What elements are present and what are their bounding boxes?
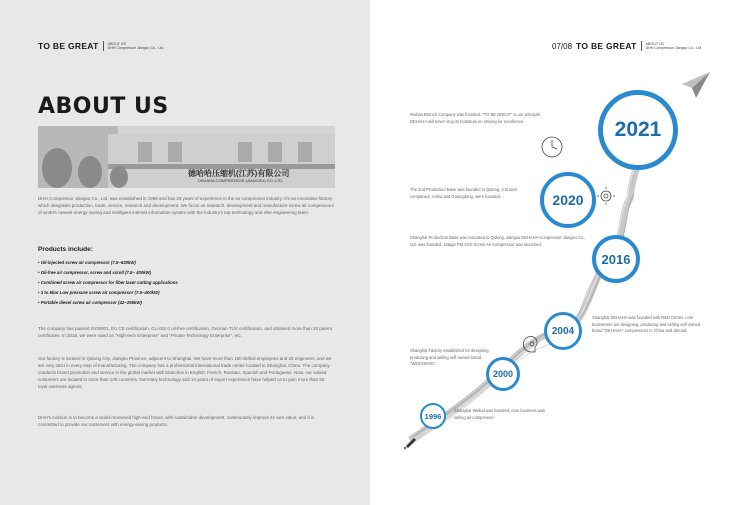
milestone-year: 2021 — [614, 118, 662, 141]
timeline-graphic — [370, 0, 739, 505]
photo-sign-chinese: 德哈哈压缩机(江苏)有限公司 — [188, 169, 290, 178]
product-item: • 3 to 5bar Low pressure screw air compressor (7.5~400kW) — [38, 290, 160, 295]
certification-paragraph: The company has passed ISO9001, EU CE certification, CLASS 0 oil-free certification, German TUV certification, and obtained more than 20 patent certificates. In 2018, we were rated as "High-tech Enterprise" and "Private Technology Enterprise", etc. — [38, 326, 332, 338]
clock-icon — [542, 137, 562, 157]
milestone-1996-text: Shanghai Weikai was founded, core business was selling air compressor. — [454, 408, 545, 420]
product-item: • Portable diesel screw air compressor (42~295kW) — [38, 300, 142, 305]
photo-sign-english: DEHAHA COMPRESSOR (JIANGSU) CO.,LTD. — [198, 178, 284, 183]
milestone-year: 2000 — [492, 369, 514, 379]
photo-tree — [110, 166, 128, 188]
page-title: ABOUT US — [38, 94, 169, 119]
milestone-1996-circle — [420, 403, 446, 429]
brand-slogan: TO BE GREAT — [38, 41, 99, 51]
milestone-2021-circle — [598, 90, 678, 170]
brand-slogan: TO BE GREAT — [576, 41, 637, 51]
header-company: DHH Compressor Jiangsu Co., Ltd. — [107, 46, 164, 50]
photo-window — [168, 142, 182, 162]
photo-window — [268, 142, 282, 162]
page-number: 07/08 — [552, 41, 573, 51]
milestone-2000-text: Shanghai Factory established for designing, producing and selling self owned brand "WEICHENG". — [410, 348, 490, 367]
left-header — [38, 41, 164, 51]
milestone-2004-circle — [544, 312, 582, 350]
milestone-2021-text: Wuhan Branch Company was founded. "TO BE GREAT" is our principle, DEHAHA will never stop its footsteps on striving for excellence. — [410, 112, 542, 124]
products-list — [38, 258, 178, 308]
photo-tree — [42, 148, 72, 188]
photo-window — [138, 142, 152, 162]
header-section: ABOUT US — [107, 41, 126, 46]
photo-tree — [78, 156, 102, 188]
intro-paragraph: DHH Compressor Jiangsu Co., Ltd. was established in 1996 and has 25 years of experience in the air compressor industry. It's an innovative factory which integrates production, trade, service, research and development. We focus on research, development and manufacture screw air compressors of world's newest energy-saving and intelligent internet information system with the industry's top technology and elite engineering team. — [38, 196, 334, 215]
photo-window — [238, 142, 252, 162]
product-item: • Oil-free air compressor, screw and scroll (7.5~ 400kW) — [38, 270, 152, 275]
header-divider — [103, 41, 104, 51]
milestone-2004-text: Shanghai DEHAHA was founded with R&D Center, core businesses are designing, producing and selling self-owned brand "DEHAHA" compressors in China and abroad. — [592, 315, 701, 334]
milestone-year: 1996 — [424, 411, 442, 421]
photo-window — [298, 142, 312, 162]
mission-paragraph: DHH's mission is to become a world-renowned high-end brand, with sustainable development, continuously improve its own value, and it is committed to provide our customers with energy-saving products. — [38, 415, 315, 427]
milestone-year: 2016 — [601, 251, 631, 267]
milestone-year: 2020 — [552, 192, 584, 208]
milestone-2020-text: The 2nd Production Base was founded in Qidong, 2 branch companies, Anhui and Guangdong, were founded. — [410, 187, 518, 199]
milestone-year: 2004 — [551, 325, 575, 337]
location-paragraph: Our factory is located in Qidong City, Jiangsu Province, adjacent to Shanghai. We have more than 150 skilled employees and 25 engineers, and we are very strict in every step of manufacturing. The company has a professional international trade center located in Shanghai, China. The company conducts brand promotion and service in the global market with branches in English, French, Russian, Spanish and Portuguese. Now, our valued customers are located in more than 130 countries. Germany technology and 14 years of export experience have helped us to gain more than 50 loyal overseas agents. — [38, 356, 332, 389]
paper-plane-icon — [682, 72, 710, 98]
right-page — [370, 0, 739, 505]
header-company: DHH Compressor Jiangsu Co., Ltd. — [645, 46, 702, 50]
gear-icon — [597, 187, 615, 205]
factory-photo — [38, 126, 335, 188]
milestone-2016-circle — [592, 235, 640, 283]
header-sub — [108, 42, 164, 51]
product-item: • Oil-injected screw air compressor (7.5~630kW) — [38, 260, 136, 265]
header-section: ABOUT US — [645, 41, 664, 46]
milestone-2020-circle — [540, 172, 596, 228]
products-heading: Products include: — [38, 246, 93, 253]
product-item: • Combined screw air compressor for fiber laser cutting applications — [38, 280, 178, 285]
milestone-2016-text: Shanghai Production Base was relocated to Qidong, Jiangsu DEHAHA Compressor Jiangsu Co., Ltd. was founded. 2stage PM VSD Screw Air Compressor was launched. — [410, 235, 586, 247]
